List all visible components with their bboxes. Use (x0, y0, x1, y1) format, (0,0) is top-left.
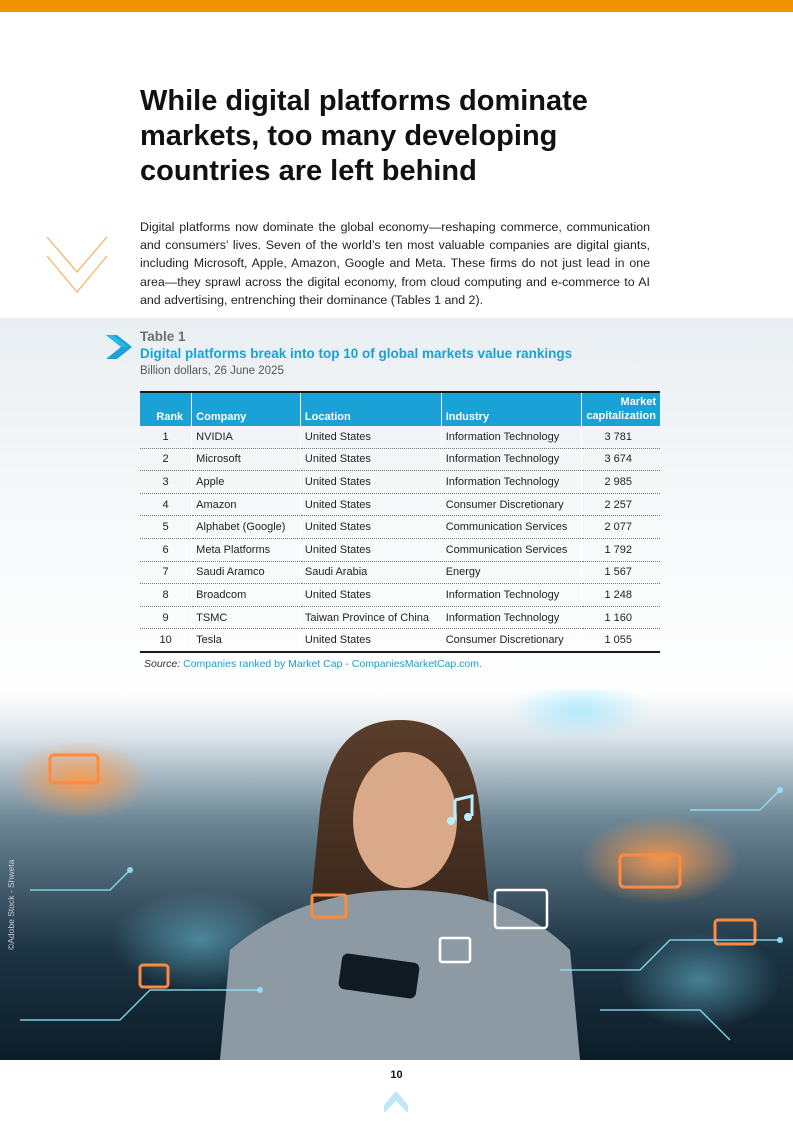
header-company: Company (192, 392, 301, 426)
cell-industry: Consumer Discretionary (441, 629, 582, 652)
cell-company: Alphabet (Google) (192, 516, 301, 539)
cell-rank: 1 (140, 426, 192, 448)
cell-rank: 3 (140, 471, 192, 494)
source-label: Source: (144, 658, 181, 670)
cell-market-cap: 3 781 (582, 426, 660, 448)
cell-company: NVIDIA (192, 426, 301, 448)
cell-industry: Information Technology (441, 584, 582, 607)
cell-company: Tesla (192, 629, 301, 652)
cell-company: Meta Platforms (192, 538, 301, 561)
cell-rank: 2 (140, 448, 192, 471)
cell-industry: Communication Services (441, 538, 582, 561)
cell-company: TSMC (192, 606, 301, 629)
cell-rank: 6 (140, 538, 192, 561)
table-row (140, 426, 660, 448)
table-row (140, 471, 660, 494)
cell-industry: Information Technology (441, 426, 582, 448)
cell-market-cap: 3 674 (582, 448, 660, 471)
cell-location: United States (300, 629, 441, 652)
chevron-right-icon (105, 333, 133, 361)
table-row (140, 516, 660, 539)
header-market-cap-line2: capitalization (586, 410, 656, 422)
source-link[interactable]: Companies ranked by Market Cap - CompaniesMarketCap.com. (183, 658, 482, 670)
header-rank: Rank (140, 392, 192, 426)
table-source (144, 658, 482, 670)
page-number: 10 (390, 1069, 403, 1081)
cell-industry: Communication Services (441, 516, 582, 539)
header-location: Location (300, 392, 441, 426)
cell-rank: 7 (140, 561, 192, 584)
cell-rank: 5 (140, 516, 192, 539)
cell-market-cap: 1 248 (582, 584, 660, 607)
chevron-up-icon[interactable] (383, 1089, 409, 1115)
cell-market-cap: 2 077 (582, 516, 660, 539)
cell-rank: 9 (140, 606, 192, 629)
cell-industry: Information Technology (441, 606, 582, 629)
table-row (140, 538, 660, 561)
market-value-table (140, 391, 660, 653)
cell-location: United States (300, 471, 441, 494)
cell-company: Microsoft (192, 448, 301, 471)
header-market-cap-line1: Market (620, 396, 656, 408)
cell-industry: Consumer Discretionary (441, 493, 582, 516)
cell-industry: Information Technology (441, 471, 582, 494)
table-header-row (140, 392, 660, 426)
cell-market-cap: 2 257 (582, 493, 660, 516)
cell-rank: 10 (140, 629, 192, 652)
cell-market-cap: 1 160 (582, 606, 660, 629)
top-accent-bar (0, 0, 793, 12)
cell-location: United States (300, 493, 441, 516)
digital-platforms-photo (0, 690, 793, 1060)
cell-market-cap: 1 567 (582, 561, 660, 584)
cell-location: United States (300, 584, 441, 607)
cell-company: Amazon (192, 493, 301, 516)
header-market-capitalization (582, 392, 660, 426)
cell-rank: 8 (140, 584, 192, 607)
cell-market-cap: 2 985 (582, 471, 660, 494)
cell-company: Apple (192, 471, 301, 494)
table-label: Table 1 (140, 329, 186, 344)
photo-credit: ©Adobe Stock - Shweta (6, 859, 16, 950)
cell-industry: Energy (441, 561, 582, 584)
cell-rank: 4 (140, 493, 192, 516)
table-row (140, 561, 660, 584)
cell-company: Broadcom (192, 584, 301, 607)
table-row (140, 606, 660, 629)
table-row (140, 493, 660, 516)
cell-location: United States (300, 516, 441, 539)
table-row (140, 584, 660, 607)
cell-market-cap: 1 055 (582, 629, 660, 652)
intro-paragraph: Digital platforms now dominate the global economy—reshaping commerce, communication and consumers’ lives. Seven of the world’s ten most valuable companies are digital giants, including Microsoft, Apple, Amazon, Google and Meta. These firms do not just lead in one area—they sprawl across the digital economy, from cloud computing and e-commerce to AI and advertising, entrenching their dominance (Tables 1 and 2). (140, 220, 650, 307)
table-title: Digital platforms break into top 10 of global markets value rankings (140, 346, 573, 361)
cell-industry: Information Technology (441, 448, 582, 471)
table-row (140, 448, 660, 471)
cell-market-cap: 1 792 (582, 538, 660, 561)
page-title: While digital platforms dominate markets, too many developing countries are left behind (140, 85, 588, 187)
cell-location: Taiwan Province of China (300, 606, 441, 629)
table-subtitle: Billion dollars, 26 June 2025 (140, 365, 284, 377)
chevron-outline-icon (44, 234, 110, 296)
cell-location: United States (300, 448, 441, 471)
cell-location: United States (300, 538, 441, 561)
cell-company: Saudi Aramco (192, 561, 301, 584)
cell-location: Saudi Arabia (300, 561, 441, 584)
header-industry: Industry (441, 392, 582, 426)
cell-location: United States (300, 426, 441, 448)
table-row (140, 629, 660, 652)
